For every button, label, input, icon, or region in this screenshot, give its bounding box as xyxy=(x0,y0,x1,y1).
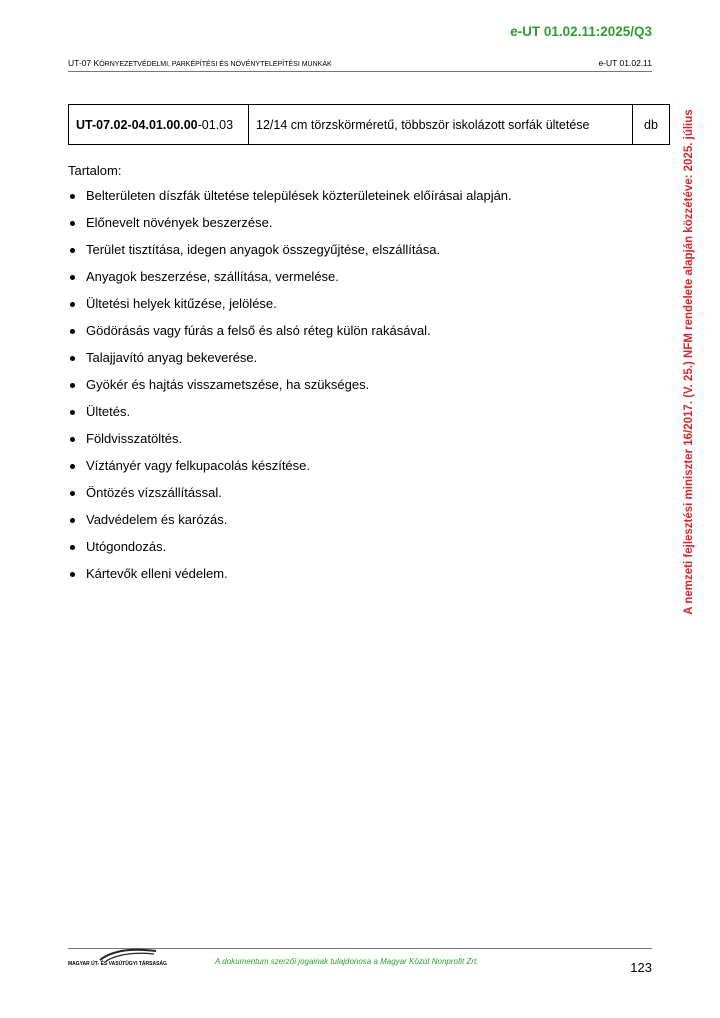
list-item: Földvisszatöltés. xyxy=(68,425,512,452)
item-code-suffix: -01.03 xyxy=(197,117,234,132)
list-item: Ültetés. xyxy=(68,398,512,425)
content-bullet-list xyxy=(68,182,512,587)
logo-text: MAGYAR ÚT- ÉS VASÚTÜGYI TÁRSASÁG xyxy=(68,961,167,967)
list-item: Vadvédelem és karózás. xyxy=(68,506,512,533)
running-header xyxy=(68,58,652,72)
item-table xyxy=(68,104,670,145)
document-code: e-UT 01.02.11:2025/Q3 xyxy=(510,24,652,39)
content-label: Tartalom: xyxy=(68,163,122,178)
header-doc-id: e-UT 01.02.11 xyxy=(598,58,652,68)
item-unit: db xyxy=(633,105,670,145)
list-item: Utógondozás. xyxy=(68,533,512,560)
publication-note: A nemzeti fejlesztési miniszter 16/2017. (V. 25.) NFM rendelete alapján közzétéve: 2025. július xyxy=(683,109,695,615)
item-code-bold: UT-07.02-04.01.00.00 xyxy=(76,117,198,132)
list-item: Belterületen díszfák ültetése települések közterületeinek előírásai alapján. xyxy=(68,182,512,209)
header-chapter-title xyxy=(68,58,332,68)
list-item: Kártevők elleni védelem. xyxy=(68,560,512,587)
list-item: Talajjavító anyag bekeverése. xyxy=(68,344,512,371)
association-logo xyxy=(68,948,188,972)
list-item: Ültetési helyek kitűzése, jelölése. xyxy=(68,290,512,317)
list-item: Anyagok beszerzése, szállítása, vermelése. xyxy=(68,263,512,290)
list-item: Gyökér és hajtás visszametszése, ha szükséges. xyxy=(68,371,512,398)
item-code-cell xyxy=(69,105,249,145)
header-chapter-prefix: UT-07 K xyxy=(68,58,100,68)
list-item: Víztányér vagy felkupacolás készítése. xyxy=(68,452,512,479)
page-number: 123 xyxy=(630,960,652,975)
list-item: Terület tisztítása, idegen anyagok összegyűjtése, elszállítása. xyxy=(68,236,512,263)
list-item: Előnevelt növények beszerzése. xyxy=(68,209,512,236)
footer-copyright: A dokumentum szerzői jogainak tulajdonosa a Magyar Közút Nonprofit Zrt. xyxy=(215,957,479,966)
list-item: Gödörásás vagy fúrás a felső és alsó réteg külön rakásával. xyxy=(68,317,512,344)
road-swoosh-icon xyxy=(98,948,158,962)
item-row xyxy=(69,105,670,145)
header-chapter-smallcaps: ÖRNYEZETVÉDELMI, PARKÉPÍTÉSI ÉS NÖVÉNYTELEPÍTÉSI MUNKÁK xyxy=(99,61,332,68)
list-item: Öntözés vízszállítással. xyxy=(68,479,512,506)
item-description: 12/14 cm törzskörméretű, többször iskolázott sorfák ültetése xyxy=(249,105,633,145)
